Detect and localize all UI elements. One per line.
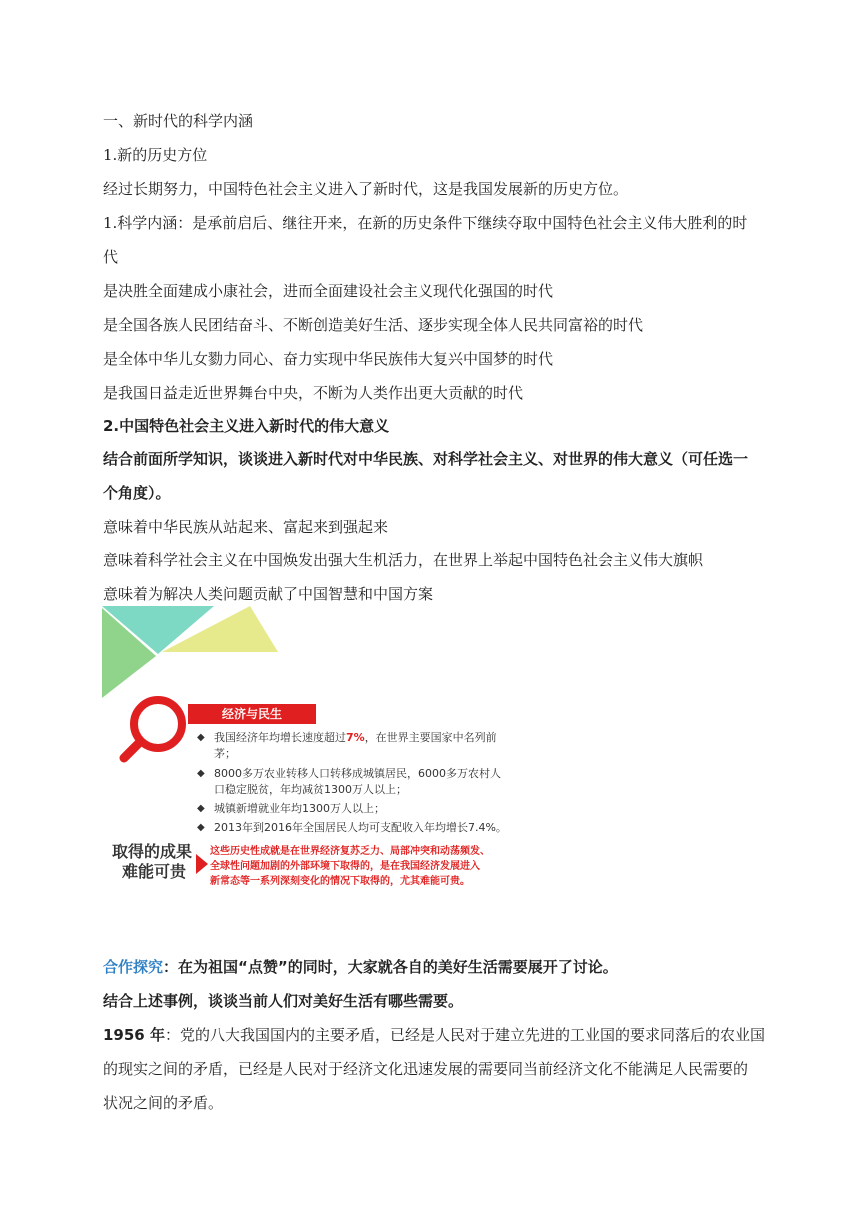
bullet-diamond-icon: ◆ xyxy=(197,732,205,743)
bullet-diamond-icon: ◆ xyxy=(197,803,205,814)
paragraph-line: 是决胜全面建成小康社会，进而全面建设社会主义现代化强国的时代 xyxy=(103,282,554,300)
cooperative-inquiry-line: 合作探究：在为祖国“点赞”的同时，大家就各自的美好生活需要展开了讨论。 xyxy=(103,958,618,976)
note-text: 这些历史性成就是在世界经济复苏乏力、局部冲突和动荡频发、 全球性问题加剧的外部环境下取得的，是在我国经济发展进入 新常态等一系列深刻变化的情况下取得的，尤其难能可贵。 xyxy=(210,846,490,887)
figure-item: 2013年到2016年全国居民人均可支配收入年均增长7.4%。 xyxy=(214,821,507,834)
paragraph-line: 意味着为解决人类问题贡献了中国智慧和中国方案 xyxy=(103,585,434,603)
subheading-historical-position: 1.新的历史方位 xyxy=(103,146,208,164)
bullet-diamond-icon: ◆ xyxy=(197,822,205,833)
inquiry-label: 合作探究 xyxy=(103,958,164,976)
paragraph-line: 代 xyxy=(103,248,119,266)
paragraph-line: 是全国各族人民团结奋斗、不断创造美好生活、逐步实现全体人民共同富裕的时代 xyxy=(103,316,644,334)
question-line: 个角度）。 xyxy=(103,484,171,502)
figure-item: 8000多万农业转移人口转移成城镇居民，6000多万农村人 口稳定脱贫，年均减贫1300万人以上； xyxy=(214,767,501,796)
banner-title: 经济与民生 xyxy=(221,707,282,721)
subheading-significance: 2.中国特色社会主义进入新时代的伟大意义 xyxy=(103,417,390,435)
paragraph-line: 经过长期努力，中国特色社会主义进入了新时代，这是我国发展新的历史方位。 xyxy=(103,180,629,198)
bullet-diamond-icon: ◆ xyxy=(197,768,205,779)
paragraph-line: 状况之间的矛盾。 xyxy=(103,1094,224,1112)
year-label: 1956 年 xyxy=(103,1026,165,1044)
paragraph-line: 1.科学内涵：是承前启后、继往开来，在新的历史条件下继续夺取中国特色社会主义伟大胜利的时 xyxy=(103,214,748,232)
paragraph-line: 是我国日益走近世界舞台中央，不断为人类作出更大贡献的时代 xyxy=(103,384,524,402)
figure-item: 我国经济年均增长速度超过7%，在世界主要国家中名列前 茅； xyxy=(214,731,497,760)
question-line: 结合前面所学知识，谈谈进入新时代对中华民族、对科学社会主义、对世界的伟大意义（可任选一 xyxy=(103,450,749,468)
paragraph-line: 意味着科学社会主义在中国焕发出强大生机活力，在世界上举起中国特色社会主义伟大旗帜 xyxy=(103,551,704,569)
paragraph-line: 意味着中华民族从站起来、富起来到强起来 xyxy=(103,518,389,536)
figure-item: 城镇新增就业年均1300万人以上； xyxy=(214,802,385,815)
paragraph-line: 1956 年：党的八大我国国内的主要矛盾，已经是人民对于建立先进的工业国的要求同落后的农业国 xyxy=(103,1026,765,1044)
arrow-icon xyxy=(196,854,208,874)
section-heading: 一、新时代的科学内涵 xyxy=(103,112,254,130)
side-title: 取得的成果 难能可贵 xyxy=(112,842,193,881)
achievements-figure xyxy=(102,606,704,950)
question-line: 结合上述事例，谈谈当前人们对美好生活有哪些需要。 xyxy=(103,992,464,1010)
paragraph-line: 是全体中华儿女勠力同心、奋力实现中华民族伟大复兴中国梦的时代 xyxy=(103,350,554,368)
paragraph-line: 的现实之间的矛盾，已经是人民对于经济文化迅速发展的需要同当前经济文化不能满足人民需要的 xyxy=(103,1060,749,1078)
